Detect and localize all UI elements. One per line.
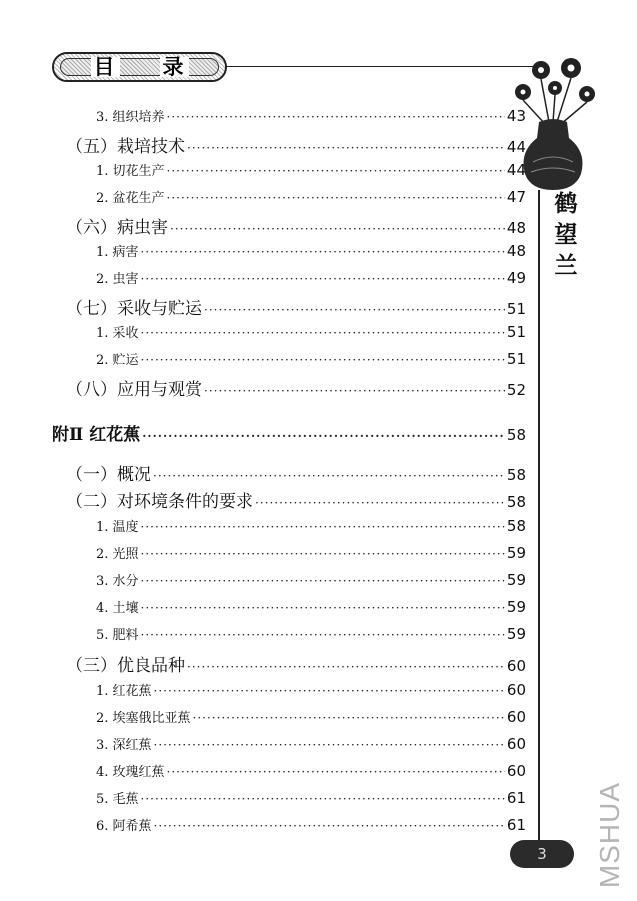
toc-entry[interactable] bbox=[66, 651, 526, 676]
toc-entry-label: 5. 肥料 bbox=[96, 628, 139, 643]
toc-entry-page: 48 bbox=[506, 242, 526, 260]
toc-entry-label: （二）对环境条件的要求 bbox=[66, 492, 253, 512]
toc-entry-page: 44 bbox=[506, 161, 526, 179]
header-title bbox=[54, 54, 225, 80]
toc-entry-page: 59 bbox=[506, 598, 526, 616]
toc-entry[interactable] bbox=[96, 734, 526, 753]
toc-leader-dots bbox=[142, 429, 505, 443]
side-title bbox=[551, 188, 581, 281]
toc-entry-page: 58 bbox=[506, 466, 526, 484]
page-number: 3 bbox=[537, 845, 547, 863]
toc-entry[interactable] bbox=[96, 543, 526, 562]
toc-entry-label: 1. 温度 bbox=[96, 520, 139, 535]
toc-entry-page: 61 bbox=[506, 816, 526, 834]
header-title-right: 录 bbox=[160, 57, 189, 77]
toc-leader-dots bbox=[141, 353, 505, 367]
toc-entry-appendix[interactable] bbox=[52, 420, 526, 445]
toc-entry-page: 58 bbox=[506, 517, 526, 535]
toc-entry-page: 47 bbox=[506, 188, 526, 206]
toc-entry-label: （七）采收与贮运 bbox=[66, 299, 202, 319]
toc-entry-page: 51 bbox=[506, 350, 526, 368]
toc-entry-page: 49 bbox=[506, 269, 526, 287]
toc-entry-page: 44 bbox=[506, 138, 526, 156]
toc-entry-label: （一）概况 bbox=[66, 465, 151, 485]
toc-entry[interactable] bbox=[96, 322, 526, 341]
toc-leader-dots bbox=[141, 547, 505, 561]
toc-entry-page: 61 bbox=[506, 789, 526, 807]
toc-leader-dots bbox=[141, 601, 505, 615]
toc-entry-label: 1. 病害 bbox=[96, 245, 139, 260]
toc-entry-page: 58 bbox=[506, 426, 526, 444]
toc-entry[interactable] bbox=[96, 570, 526, 589]
toc-entry-label: （五）栽培技术 bbox=[66, 137, 185, 157]
toc-entry-page: 43 bbox=[506, 107, 526, 125]
toc-entry[interactable] bbox=[96, 597, 526, 616]
toc-entry-label: 5. 毛蕉 bbox=[96, 792, 139, 807]
toc-entry[interactable] bbox=[96, 106, 526, 125]
toc-entry-page: 60 bbox=[506, 708, 526, 726]
toc-entry-label: 2. 埃塞俄比亚蕉 bbox=[96, 711, 191, 726]
toc-entry-label: 1. 采收 bbox=[96, 326, 139, 341]
watermark bbox=[583, 780, 637, 890]
toc-entry[interactable] bbox=[66, 213, 526, 238]
toc-entry[interactable] bbox=[96, 624, 526, 643]
toc-entry-page: 58 bbox=[506, 493, 526, 511]
toc-leader-dots bbox=[141, 520, 505, 534]
toc-leader-dots bbox=[204, 384, 505, 398]
toc-entry[interactable] bbox=[66, 294, 526, 319]
toc-entry-page: 51 bbox=[506, 300, 526, 318]
toc-leader-dots bbox=[170, 222, 505, 236]
toc-leader-dots bbox=[154, 738, 505, 752]
toc-entry-label: 2. 虫害 bbox=[96, 272, 139, 287]
toc-leader-dots bbox=[167, 191, 505, 205]
toc-entry-label: 2. 光照 bbox=[96, 547, 139, 562]
toc-leader-dots bbox=[141, 628, 505, 642]
right-margin-rule bbox=[538, 190, 540, 850]
contents-header bbox=[52, 52, 227, 82]
toc-entry-label: 4. 玫瑰红蕉 bbox=[96, 765, 165, 780]
page-number-badge bbox=[510, 840, 574, 868]
toc-entry-label: 1. 切花生产 bbox=[96, 164, 165, 179]
toc-entry[interactable] bbox=[96, 680, 526, 699]
toc-entry[interactable] bbox=[66, 132, 526, 157]
toc-entry-page: 52 bbox=[506, 381, 526, 399]
toc-leader-dots bbox=[187, 141, 505, 155]
toc-entry-label: （三）优良品种 bbox=[66, 656, 185, 676]
toc-entry-label: 3. 深红蕉 bbox=[96, 738, 152, 753]
toc-entry-page: 59 bbox=[506, 625, 526, 643]
toc-entry[interactable] bbox=[66, 460, 526, 485]
toc-entry[interactable] bbox=[66, 375, 526, 400]
toc-entry-label: 2. 盆花生产 bbox=[96, 191, 165, 206]
toc-entry[interactable] bbox=[96, 815, 526, 834]
toc-entry-page: 60 bbox=[506, 735, 526, 753]
toc-entry[interactable] bbox=[66, 487, 526, 512]
side-title-char: 兰 bbox=[554, 252, 578, 279]
toc-entry-page: 60 bbox=[506, 657, 526, 675]
toc-entry-page: 60 bbox=[506, 681, 526, 699]
toc-leader-dots bbox=[141, 326, 505, 340]
toc-entry[interactable] bbox=[96, 788, 526, 807]
toc-leader-dots bbox=[154, 684, 505, 698]
toc-leader-dots bbox=[154, 819, 505, 833]
toc-leader-dots bbox=[153, 469, 505, 483]
toc-entry[interactable] bbox=[96, 268, 526, 287]
side-title-char: 望 bbox=[554, 221, 578, 248]
toc-entry-page: 59 bbox=[506, 544, 526, 562]
header-title-left: 目 bbox=[91, 57, 120, 77]
watermark-text: MSHUA bbox=[594, 781, 625, 889]
toc-leader-dots bbox=[255, 496, 505, 510]
toc-leader-dots bbox=[187, 660, 505, 674]
toc-entry-label: 3. 组织培养 bbox=[96, 110, 165, 125]
toc-entry-label: 6. 阿希蕉 bbox=[96, 819, 152, 834]
toc-leader-dots bbox=[141, 245, 505, 259]
toc-leader-dots bbox=[167, 110, 505, 124]
toc-entry-label: 4. 土壤 bbox=[96, 601, 139, 616]
side-title-char: 鹤 bbox=[554, 190, 578, 217]
toc-entry-label: 2. 贮运 bbox=[96, 353, 139, 368]
toc-entry[interactable] bbox=[96, 516, 526, 535]
toc-entry[interactable] bbox=[96, 707, 526, 726]
toc-entry-label: （六）病虫害 bbox=[66, 218, 168, 238]
toc-leader-dots bbox=[141, 272, 505, 286]
toc-entry-label: 1. 红花蕉 bbox=[96, 684, 152, 699]
toc-leader-dots bbox=[141, 792, 505, 806]
toc-entry[interactable] bbox=[96, 241, 526, 260]
toc-entry-page: 48 bbox=[506, 219, 526, 237]
toc-leader-dots bbox=[193, 711, 505, 725]
toc-entry-label: 3. 水分 bbox=[96, 574, 139, 589]
toc-entry-page: 51 bbox=[506, 323, 526, 341]
toc-entry-label: 附Ⅱ 红花蕉 bbox=[52, 425, 141, 445]
toc-entry[interactable] bbox=[96, 761, 526, 780]
toc-entry-page: 59 bbox=[506, 571, 526, 589]
toc-entry[interactable] bbox=[96, 160, 526, 179]
toc-leader-dots bbox=[204, 303, 505, 317]
toc-entry-label: （八）应用与观赏 bbox=[66, 380, 202, 400]
toc-entry-page: 60 bbox=[506, 762, 526, 780]
toc-entry[interactable] bbox=[96, 187, 526, 206]
toc-entry[interactable] bbox=[96, 349, 526, 368]
toc-leader-dots bbox=[141, 574, 505, 588]
toc-leader-dots bbox=[167, 164, 505, 178]
toc-leader-dots bbox=[167, 765, 505, 779]
